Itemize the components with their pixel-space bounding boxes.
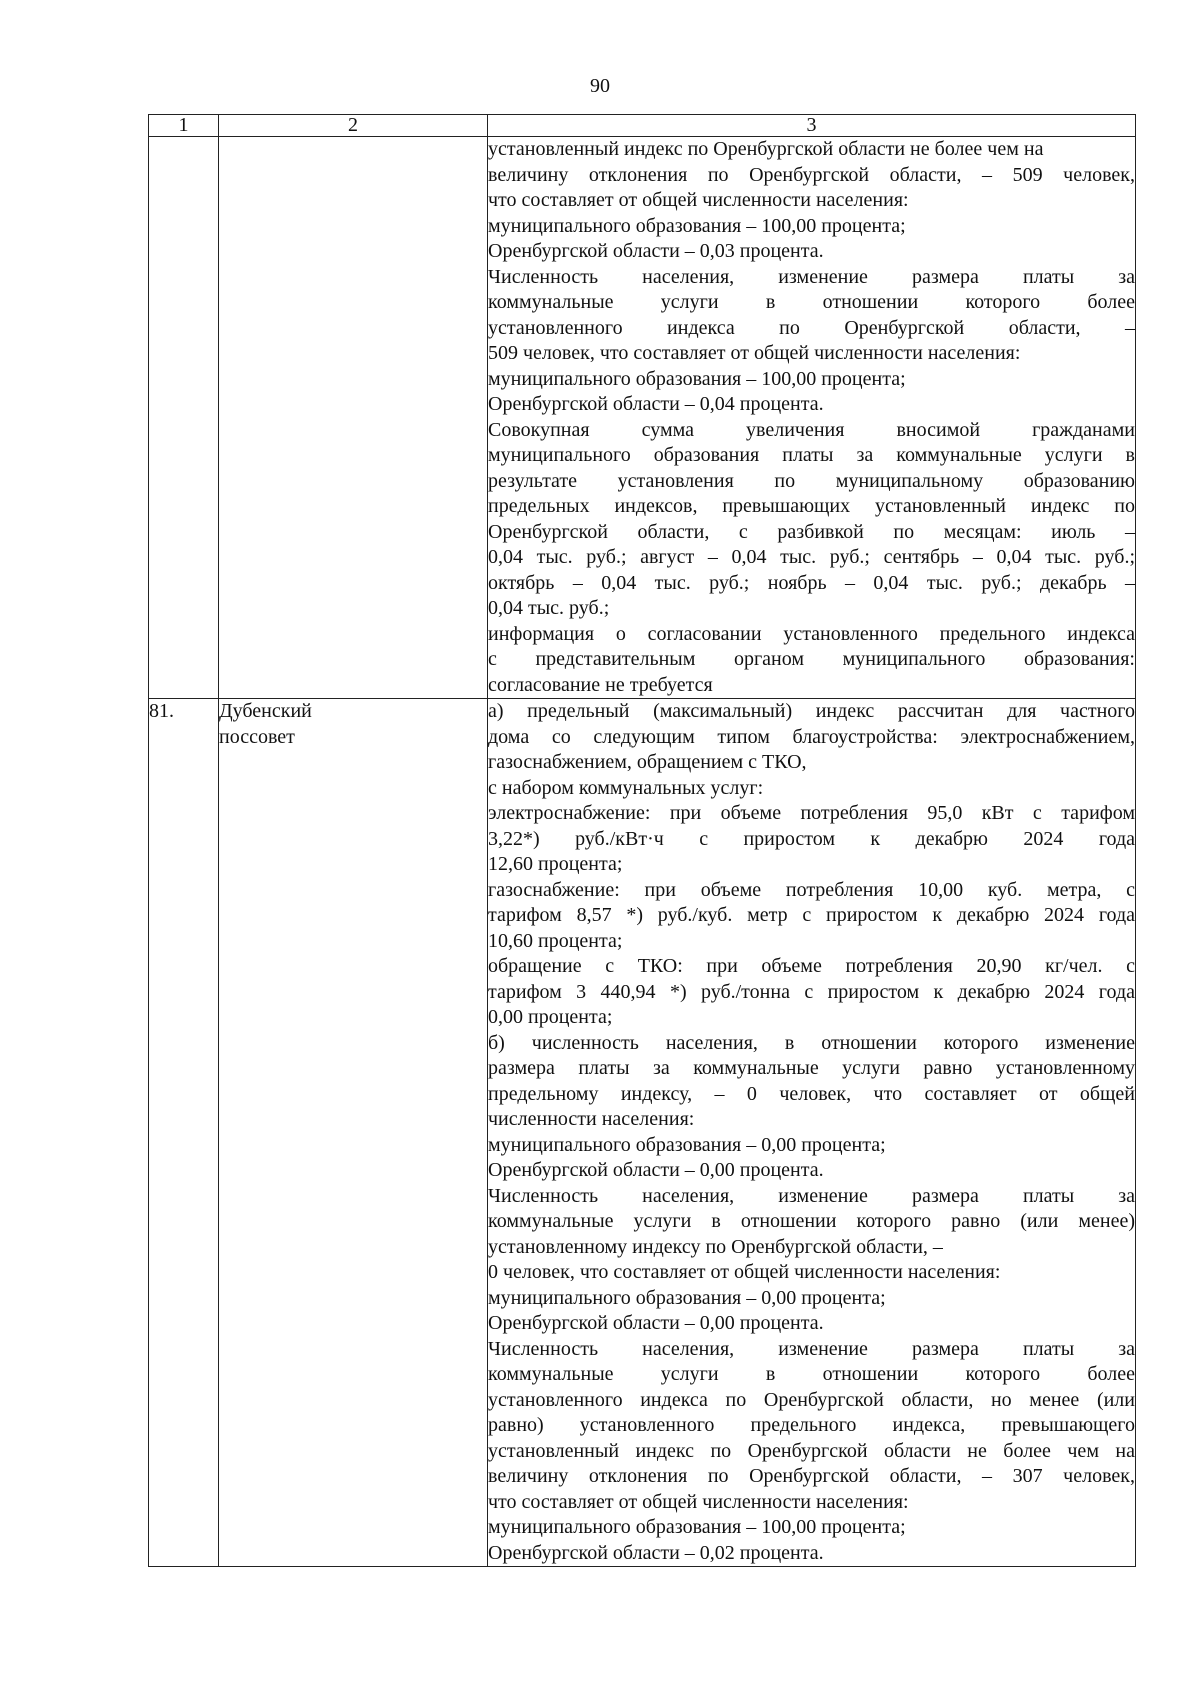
- content-line: величину отклонения по Оренбургской области, – 509 человек,: [488, 163, 1135, 186]
- header-col-3: 3: [488, 115, 1136, 137]
- content-line: 509 человек, что составляет от общей численности населения:: [488, 342, 1021, 364]
- content-line: Оренбургской области, с разбивкой по месяцам: июль –: [488, 520, 1135, 543]
- content-line: Численность населения, изменение размера платы за: [488, 265, 1135, 288]
- table-row-continued: [149, 137, 1136, 699]
- content-line: установленному индексу по Оренбургской области, –: [488, 1235, 943, 1258]
- municipality-name-line-2: поссовет: [219, 725, 295, 748]
- content-line: с набором коммунальных услуг:: [488, 776, 764, 799]
- row-continued-number-cell: [149, 137, 219, 699]
- content-line: согласование не требуется: [488, 673, 713, 696]
- municipality-name-cell: [219, 699, 488, 1567]
- content-line: с представительным органом муниципального образования:: [488, 648, 1135, 670]
- content-line: тарифом 8,57 *) руб./куб. метр с приростом к декабрю 2024 года: [488, 904, 1135, 926]
- table-row-81: [149, 699, 1136, 1567]
- content-line: установленный индекс по Оренбургской области не более чем на: [488, 138, 1044, 160]
- page-number: 90: [590, 75, 610, 97]
- content-line: Численность населения, изменение размера платы за: [488, 1337, 1135, 1360]
- content-line: коммунальные услуги в отношении которого более: [488, 1363, 1135, 1385]
- table-header-row: [149, 115, 1136, 137]
- content-line: что составляет от общей численности населения:: [488, 189, 909, 211]
- content-line: 0 человек, что составляет от общей численности населения:: [488, 1261, 1001, 1283]
- content-line: а) предельный (максимальный) индекс рассчитан для частного: [488, 700, 1135, 722]
- header-col-2: 2: [219, 115, 488, 137]
- content-line: предельному индексу, – 0 человек, что составляет от общей: [488, 1082, 1135, 1105]
- row-continued-content-cell: [488, 137, 1136, 699]
- content-line: Оренбургской области – 0,00 процента.: [488, 1159, 824, 1181]
- content-line: информация о согласовании установленного предельного индекса: [488, 622, 1135, 645]
- content-line: газоснабжением, обращением с ТКО,: [488, 751, 807, 773]
- row-continued-name-cell: [219, 137, 488, 699]
- content-line: муниципального образования – 100,00 процента;: [488, 214, 906, 237]
- content-line: муниципального образования – 0,00 процента;: [488, 1286, 886, 1309]
- content-line: Оренбургской области – 0,04 процента.: [488, 393, 824, 415]
- content-line: 0,04 тыс. руб.;: [488, 597, 610, 619]
- row-81-content-cell: [488, 699, 1136, 1567]
- content-line: установленного индекса по Оренбургской области, –: [488, 316, 1135, 339]
- content-line: дома со следующим типом благоустройства: электроснабжением,: [488, 725, 1135, 748]
- content-line: б) численность населения, в отношении которого изменение: [488, 1031, 1135, 1054]
- content-line: электроснабжение: при объеме потребления 95,0 кВт с тарифом: [488, 802, 1135, 824]
- municipality-name-line-1: Дубенский: [219, 700, 312, 722]
- content-line: что составляет от общей численности населения:: [488, 1490, 909, 1513]
- content-line: Оренбургской области – 0,03 процента.: [488, 240, 824, 262]
- content-line: размера платы за коммунальные услуги равно установленному: [488, 1057, 1135, 1079]
- content-line: тарифом 3 440,94 *) руб./тонна с приростом к декабрю 2024 года: [488, 980, 1135, 1003]
- content-line: газоснабжение: при объеме потребления 10,00 куб. метра, с: [488, 878, 1135, 901]
- content-line: Оренбургской области – 0,00 процента.: [488, 1312, 824, 1334]
- content-line: величину отклонения по Оренбургской области, – 307 человек,: [488, 1465, 1135, 1487]
- content-line: Оренбургской области – 0,02 процента.: [488, 1541, 824, 1564]
- municipal-index-table: [148, 114, 1136, 1567]
- content-line: 3,22*) руб./кВт·ч с приростом к декабрю 2024 года: [488, 827, 1135, 850]
- header-col-1: 1: [149, 115, 219, 137]
- row-number: 81.: [149, 699, 219, 1567]
- content-line: муниципального образования платы за коммунальные услуги в: [488, 444, 1135, 466]
- content-line: коммунальные услуги в отношении которого более: [488, 291, 1135, 313]
- content-line: 10,60 процента;: [488, 929, 623, 952]
- content-line: результате установления по муниципальному образованию: [488, 469, 1135, 492]
- content-line: Совокупная сумма увеличения вносимой гражданами: [488, 418, 1135, 441]
- content-line: муниципального образования – 100,00 процента;: [488, 1516, 906, 1538]
- content-line: 0,04 тыс. руб.; август – 0,04 тыс. руб.; сентябрь – 0,04 тыс. руб.;: [488, 546, 1135, 568]
- content-line: равно) установленного предельного индекса, превышающего: [488, 1414, 1135, 1436]
- content-line: октябрь – 0,04 тыс. руб.; ноябрь – 0,04 тыс. руб.; декабрь –: [488, 571, 1135, 594]
- content-line: коммунальные услуги в отношении которого равно (или менее): [488, 1210, 1135, 1232]
- content-line: 0,00 процента;: [488, 1006, 613, 1028]
- content-line: обращение с ТКО: при объеме потребления 20,90 кг/чел. с: [488, 955, 1135, 977]
- content-line: численности населения:: [488, 1108, 695, 1130]
- content-line: 12,60 процента;: [488, 853, 623, 875]
- content-line: Численность населения, изменение размера платы за: [488, 1184, 1135, 1207]
- content-line: муниципального образования – 0,00 процента;: [488, 1133, 886, 1156]
- content-line: установленный индекс по Оренбургской области не более чем на: [488, 1439, 1135, 1462]
- content-line: муниципального образования – 100,00 процента;: [488, 367, 906, 390]
- content-line: предельных индексов, превышающих установленный индекс по: [488, 495, 1135, 517]
- content-line: установленного индекса по Оренбургской области, но менее (или: [488, 1388, 1135, 1411]
